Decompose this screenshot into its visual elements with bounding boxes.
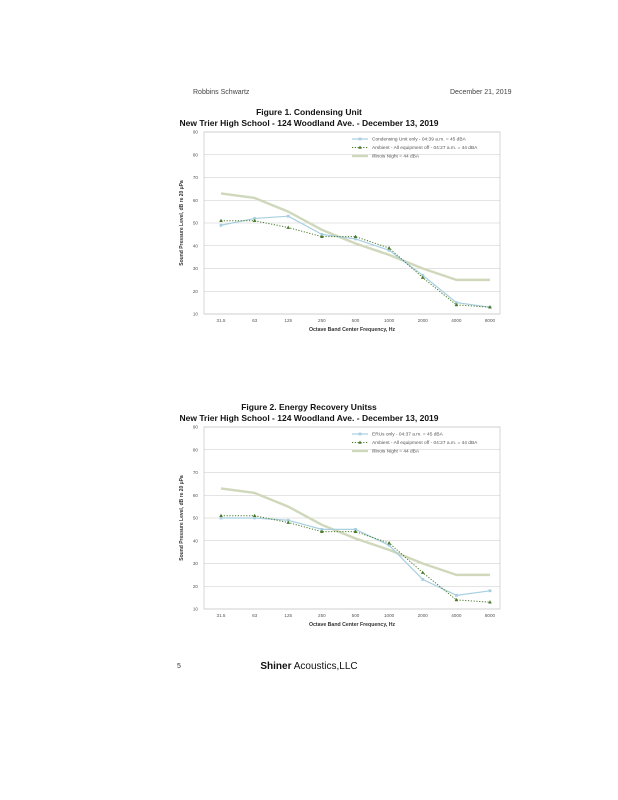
- y-tick-label: 70: [192, 470, 198, 476]
- y-tick-label: 30: [192, 561, 198, 567]
- data-point: [220, 224, 223, 227]
- x-tick-label: 31.5: [216, 318, 226, 323]
- x-tick-label: 4000: [451, 318, 462, 323]
- y-tick-label: 90: [192, 129, 198, 135]
- y-tick-label: 60: [192, 492, 198, 498]
- y-tick-label: 30: [192, 266, 198, 272]
- series-line: [221, 216, 490, 307]
- figure-1-title-line1: Figure 1. Condensing Unit: [256, 107, 362, 117]
- y-axis-title: Sound Pressure Level, dB re 20 µPa: [179, 475, 185, 561]
- y-tick-label: 50: [192, 515, 198, 521]
- data-point: [387, 541, 391, 544]
- figure-1-title-line2: New Trier High School - 124 Woodland Ave. - December 13, 2019: [179, 118, 439, 128]
- x-tick-label: 4000: [451, 613, 462, 618]
- x-tick-label: 500: [351, 613, 360, 618]
- x-tick-label: 63: [252, 613, 258, 618]
- y-tick-label: 60: [192, 197, 198, 203]
- figure-2-chart: [0, 421, 618, 635]
- x-tick-label: 125: [284, 613, 293, 618]
- data-point: [286, 226, 290, 229]
- data-point: [219, 219, 223, 222]
- y-tick-label: 10: [192, 606, 198, 612]
- y-axis-title: Sound Pressure Level, dB re 20 µPa: [179, 180, 185, 266]
- y-tick-label: 80: [192, 447, 198, 453]
- legend-marker: [359, 433, 362, 436]
- y-tick-label: 40: [192, 538, 198, 544]
- data-point: [253, 514, 257, 517]
- data-point: [387, 246, 391, 249]
- legend-label: Ambient - All equipment off - 04:27 a.m. = 44 dBA: [372, 146, 478, 152]
- data-point: [489, 589, 492, 592]
- x-tick-label: 2000: [417, 613, 428, 618]
- y-tick-label: 40: [192, 243, 198, 249]
- data-point: [421, 578, 424, 581]
- figure-1-chart: [0, 126, 618, 340]
- legend-label: Ambient - All equipment off - 04:27 a.m. = 44 dBA: [372, 441, 478, 447]
- x-tick-label: 8000: [484, 318, 496, 323]
- x-tick-label: 2000: [417, 318, 428, 323]
- legend-label: ERUs only - 04:37 a.m. = 45 dBA: [372, 432, 443, 438]
- header-date: December 21, 2019: [450, 89, 512, 96]
- company-name: [0, 661, 618, 672]
- data-point: [488, 600, 492, 603]
- y-tick-label: 80: [192, 152, 198, 158]
- data-point: [421, 571, 425, 574]
- data-point: [219, 514, 223, 517]
- x-axis-title: Octave Band Center Frequency, Hz: [308, 622, 396, 628]
- legend-label: Illinois Night = 44 dBA: [372, 154, 420, 160]
- x-tick-label: 1000: [384, 613, 395, 618]
- y-tick-label: 90: [192, 424, 198, 430]
- legend-label: Condensing Unit only - 04:39 a.m. = 45 dBA: [372, 137, 466, 143]
- legend-marker: [359, 138, 362, 141]
- x-axis-title: Octave Band Center Frequency, Hz: [308, 327, 396, 333]
- header-author: Robbins Schwartz: [193, 89, 250, 96]
- x-tick-label: 125: [284, 318, 293, 323]
- y-tick-label: 50: [192, 220, 198, 226]
- y-tick-label: 20: [192, 583, 198, 589]
- page-number: 5: [177, 663, 181, 670]
- data-point: [287, 215, 290, 218]
- data-point: [455, 594, 458, 597]
- y-tick-label: 70: [192, 175, 198, 181]
- legend-label: Illinois Night = 44 dBA: [372, 449, 420, 455]
- x-tick-label: 250: [318, 318, 326, 323]
- figure-2-title-line2: New Trier High School - 124 Woodland Ave. - December 13, 2019: [179, 413, 439, 423]
- x-tick-label: 63: [252, 318, 258, 323]
- y-tick-label: 20: [192, 288, 198, 294]
- x-tick-label: 8000: [484, 613, 496, 618]
- y-tick-label: 10: [192, 311, 198, 317]
- x-tick-label: 500: [351, 318, 360, 323]
- company-name-bold: Shiner: [260, 661, 292, 672]
- figure-2-title-line1: Figure 2. Energy Recovery Unitss: [241, 402, 377, 412]
- company-name-rest: Acoustics,LLC: [291, 661, 358, 672]
- x-tick-label: 31.5: [216, 613, 226, 618]
- x-tick-label: 250: [318, 613, 326, 618]
- x-tick-label: 1000: [384, 318, 395, 323]
- series-line: [221, 221, 490, 307]
